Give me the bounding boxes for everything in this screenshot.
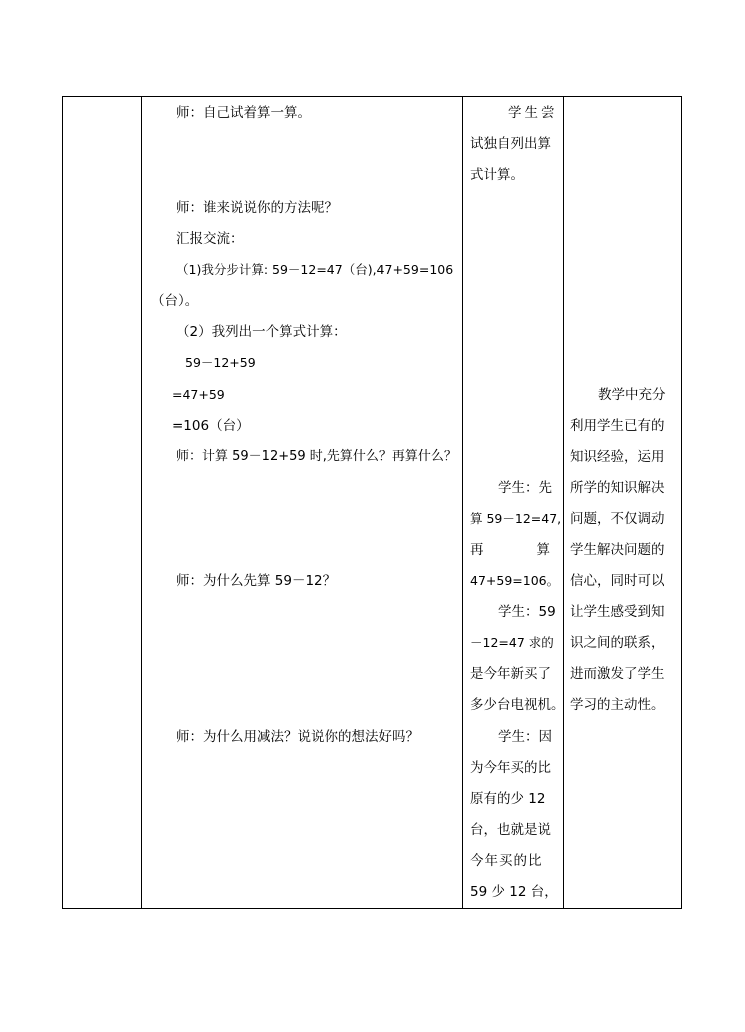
intent-line: 学习的主动性。 — [570, 697, 665, 713]
intent-line: 所学的知识解决 — [570, 480, 665, 496]
teacher-line: 汇报交流： — [176, 231, 244, 247]
column-divider-3 — [563, 96, 564, 909]
intent-line: 利用学生已有的 — [570, 418, 665, 434]
student-line — [470, 541, 550, 559]
intent-line: 进而激发了学生 — [570, 666, 665, 682]
student-line: 学生：先 — [498, 480, 552, 496]
teacher-line: 59－12+59 — [185, 355, 256, 370]
student-word: 再 — [470, 542, 484, 558]
student-line: －12=47 求的 — [470, 635, 554, 650]
intent-line: 知识经验，运用 — [570, 449, 665, 465]
student-line: 原有的少 12 — [470, 791, 546, 807]
teacher-line: 师：自己试着算一算。 — [176, 105, 311, 121]
student-line: 今年买的比 — [470, 853, 543, 869]
teacher-line: 师：为什么先算 59－12？ — [176, 573, 337, 589]
student-line: 学生：因 — [498, 729, 552, 745]
intent-line: 识之间的联系， — [570, 635, 665, 651]
column-divider-2 — [462, 96, 463, 909]
student-line: 学生尝 — [508, 105, 558, 121]
intent-line: 学生解决问题的 — [570, 542, 665, 558]
student-line: 学生：59 — [498, 604, 556, 620]
teacher-line: =106（台） — [172, 418, 250, 434]
student-line: 试独自列出算 — [470, 136, 551, 152]
teacher-line: （1)我分步计算: 59－12=47（台),47+59=106 — [176, 262, 454, 277]
student-word: 算 — [536, 542, 550, 558]
student-line: 47+59=106。 — [470, 573, 560, 588]
student-line: 式计算。 — [470, 167, 524, 183]
student-line: 为今年买的比 — [470, 760, 551, 776]
teacher-line: 师：谁来说说你的方法呢？ — [176, 200, 338, 216]
student-line: 是今年新买了 — [470, 666, 551, 682]
teacher-line: 师：计算 59－12+59 时,先算什么？再算什么？ — [176, 449, 457, 464]
intent-line: 信心，同时可以 — [570, 573, 665, 589]
student-line: 算 59－12=47, — [470, 511, 562, 526]
teacher-line: （2）我列出一个算式计算： — [176, 324, 347, 340]
lesson-table — [62, 96, 682, 909]
teacher-line: 师：为什么用减法？说说你的想法好吗？ — [176, 729, 419, 745]
column-divider-1 — [141, 96, 142, 909]
intent-line: 让学生感受到知 — [570, 604, 665, 620]
teacher-line: =47+59 — [172, 387, 225, 402]
student-line: 台，也就是说 — [470, 822, 551, 838]
intent-line: 教学中充分 — [598, 387, 666, 403]
intent-line: 问题，不仅调动 — [570, 511, 665, 527]
student-line: 多少台电视机。 — [470, 697, 565, 713]
student-line: 59 少 12 台， — [470, 884, 558, 900]
teacher-line: （台）。 — [151, 293, 199, 309]
